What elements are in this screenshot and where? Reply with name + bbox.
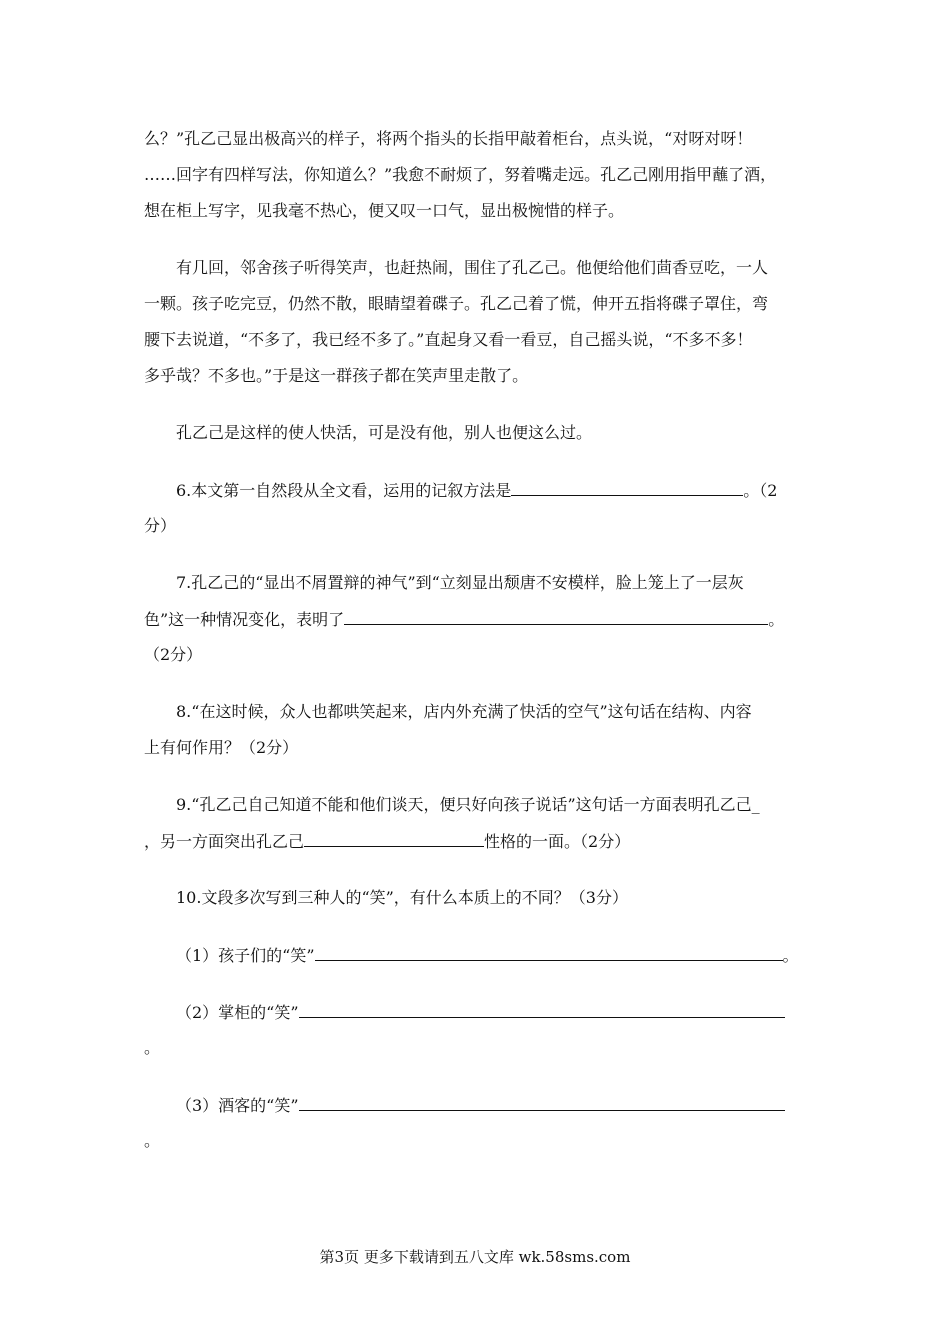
- question-9-end: 性格的一面。（2分）: [484, 832, 631, 851]
- question-10-item-1: [176, 944, 799, 966]
- page-footer: 第3页 更多下载请到五八文库 wk.58sms.com: [319, 1248, 631, 1266]
- passage-line: 么？”孔乙己显出极高兴的样子，将两个指头的长指甲敲着柜台，点头说，“对呀对呀！: [144, 129, 753, 148]
- question-9: [144, 830, 630, 852]
- question-10-item-2-end: 。: [144, 1038, 161, 1057]
- passage-line: 有几回，邻舍孩子听得笑声，也赶热闹，围住了孔乙己。他便给他们茴香豆吃，一人: [176, 258, 769, 277]
- question-6-points: 。（2: [743, 481, 778, 500]
- question-9-text: 9.“孔乙己自己知道不能和他们谈天，便只好向孩子说话”这句话一方面表明孔乙己_: [176, 795, 760, 814]
- answer-blank-q10-3[interactable]: [299, 1094, 785, 1111]
- question-8-text: 8.“在这时候，众人也都哄笑起来，店内外充满了快活的空气”这句话在结构、内容: [176, 702, 752, 721]
- question-7-text: 7.孔乙己的“显出不屑置辩的神气”到“立刻显出颓唐不安模样，脸上笼上了一层灰: [176, 573, 744, 592]
- question-7-end: 。: [768, 610, 785, 629]
- question-10-text: 10.文段多次写到三种人的“笑”，有什么本质上的不同？（3分）: [176, 888, 628, 907]
- question-10-item-2: [176, 1001, 785, 1023]
- passage-line: ……回字有四样写法，你知道么？”我愈不耐烦了，努着嘴走远。孔乙己刚用指甲蘸了酒，: [144, 165, 777, 184]
- question-10-item-2-label: （2）掌柜的“笑”: [176, 1003, 299, 1022]
- question-10-item-1-end: 。: [782, 946, 799, 965]
- question-10-item-3: [176, 1094, 785, 1116]
- question-7: [144, 608, 784, 630]
- question-6-points-cont: 分）: [144, 516, 177, 535]
- answer-blank-q10-1[interactable]: [315, 944, 783, 961]
- question-7-points: （2分）: [144, 645, 203, 664]
- passage-line: 多乎哉？不多也。”于是这一群孩子都在笑声里走散了。: [144, 366, 529, 385]
- passage-line: 一颗。孩子吃完豆，仍然不散，眼睛望着碟子。孔乙己着了慌，伸开五指将碟子罩住，弯: [144, 294, 769, 313]
- question-10-item-1-label: （1）孩子们的“笑”: [176, 946, 315, 965]
- answer-blank-q7[interactable]: [344, 608, 768, 625]
- passage-line: 腰下去说道，“不多了，我已经不多了。”直起身又看一看豆，自己摇头说，“不多不多！: [144, 330, 753, 349]
- question-6-text: 6.本文第一自然段从全文看，运用的记叙方法是: [176, 481, 512, 500]
- question-10-item-3-label: （3）酒客的“笑”: [176, 1096, 299, 1115]
- answer-blank-q6[interactable]: [511, 479, 743, 496]
- answer-blank-q9[interactable]: [304, 830, 484, 847]
- passage-line: 想在柜上写字，见我毫不热心，便又叹一口气，显出极惋惜的样子。: [144, 201, 625, 220]
- question-6: [176, 479, 777, 501]
- question-8-text-cont: 上有何作用？（2分）: [144, 738, 299, 757]
- passage-line: 孔乙己是这样的使人快活，可是没有他，别人也便这么过。: [176, 423, 593, 442]
- answer-blank-q10-2[interactable]: [299, 1001, 785, 1018]
- question-9-text-cont: ，另一方面突出孔乙己: [144, 832, 305, 851]
- question-10-item-3-end: 。: [144, 1131, 161, 1150]
- question-7-text-cont: 色”这一种情况变化，表明了: [144, 610, 345, 629]
